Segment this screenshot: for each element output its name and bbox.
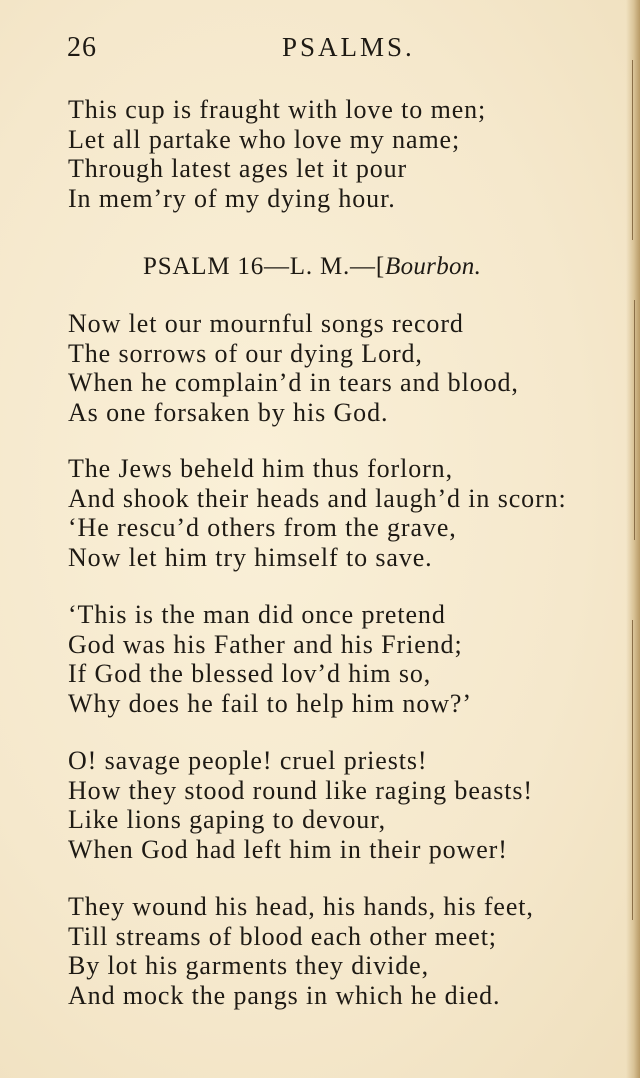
verse-line: And shook their heads and laugh’d in scorn: <box>68 483 567 513</box>
stanza-2 <box>68 454 567 572</box>
verse-line: God was his Father and his Friend; <box>68 629 463 659</box>
edge-line <box>632 60 633 240</box>
verse-line: If God the blessed lov’d him so, <box>68 659 432 689</box>
page-edge <box>626 0 640 1078</box>
psalm-title: PSALM 16—L. M.—[ <box>143 253 385 280</box>
edge-line <box>632 620 633 920</box>
running-head: PSALMS. <box>282 32 415 62</box>
page-header <box>0 30 640 70</box>
verse-line: Why does he fail to help him now?’ <box>68 688 472 718</box>
verse-line: In mem’ry of my dying hour. <box>68 183 396 213</box>
verse-line: As one forsaken by his God. <box>68 397 389 427</box>
verse-line: When he complain’d in tears and blood, <box>68 368 519 398</box>
stanza-3 <box>68 600 472 718</box>
tune-name: Bourbon. <box>385 253 482 280</box>
stanza-continued <box>68 95 486 213</box>
verse-line: ‘He rescu’d others from the grave, <box>68 513 457 543</box>
verse-line: How they stood round like raging beasts! <box>68 775 533 805</box>
verse-line: This cup is fraught with love to men; <box>68 95 487 124</box>
stanza-1 <box>68 309 519 427</box>
verse-line: The sorrows of our dying Lord, <box>68 338 423 368</box>
verse-line: ‘This is the man did once pretend <box>68 600 446 629</box>
verse-line: Now let our mournful songs record <box>68 309 464 338</box>
verse-line: Through latest ages let it pour <box>68 154 408 184</box>
verse-line: Till streams of blood each other meet; <box>68 921 497 951</box>
page-number: 26 <box>67 32 97 63</box>
stanza-4 <box>68 746 533 864</box>
verse-line: By lot his garments they divide, <box>68 951 429 981</box>
verse-line: They wound his head, his hands, his feet, <box>68 892 534 921</box>
verse-line: Now let him try himself to save. <box>68 542 433 572</box>
psalm-heading <box>143 253 481 281</box>
verse-line: O! savage people! cruel priests! <box>68 746 428 775</box>
verse-line: Let all partake who love my name; <box>68 124 461 154</box>
verse-line: The Jews beheld him thus forlorn, <box>68 454 453 483</box>
stanza-5 <box>68 892 534 1010</box>
edge-line <box>634 300 635 540</box>
verse-line: When God had left him in their power! <box>68 834 508 864</box>
verse-line: Like lions gaping to devour, <box>68 805 387 835</box>
verse-line: And mock the pangs in which he died. <box>68 980 501 1010</box>
